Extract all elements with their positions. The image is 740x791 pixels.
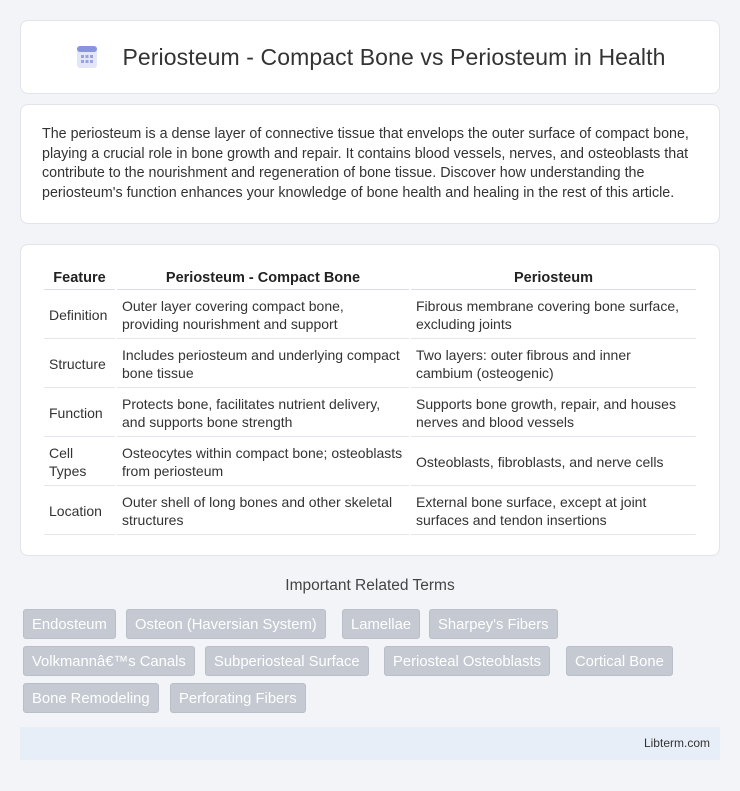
table-header-row: [44, 267, 696, 290]
comparison-card: [20, 244, 720, 556]
compact-bone-cell: Outer shell of long bones and other skeletal structures: [117, 488, 409, 535]
term-tag-perforating-fibers[interactable]: Perforating Fibers: [170, 683, 306, 713]
compact-bone-cell: Osteocytes within compact bone; osteoblasts from periosteum: [117, 439, 409, 486]
periosteum-cell: Osteoblasts, fibroblasts, and nerve cells: [411, 439, 696, 486]
table-row: [44, 341, 696, 388]
term-tag-volkmanns-canals[interactable]: Volkmannâ€™s Canals: [23, 646, 195, 676]
term-tag-periosteal-osteoblasts[interactable]: Periosteal Osteoblasts: [384, 646, 550, 676]
feature-cell: Definition: [44, 292, 115, 339]
table-row: [44, 488, 696, 535]
header-feature: Feature: [44, 267, 115, 290]
feature-cell: Function: [44, 390, 115, 437]
header-periosteum-compact-bone: Periosteum - Compact Bone: [117, 267, 409, 290]
term-tag-subperiosteal-surface[interactable]: Subperiosteal Surface: [205, 646, 369, 676]
header-card: [20, 20, 720, 94]
document-grid-icon: [74, 44, 100, 70]
feature-cell: Structure: [44, 341, 115, 388]
header-periosteum: Periosteum: [411, 267, 696, 290]
intro-card: [20, 104, 720, 224]
table-row: [44, 292, 696, 339]
footer-site-link[interactable]: Libterm.com: [643, 736, 710, 750]
term-tag-bone-remodeling[interactable]: Bone Remodeling: [23, 683, 159, 713]
term-tag-sharpeys-fibers[interactable]: Sharpey's Fibers: [429, 609, 558, 639]
footer: [20, 727, 720, 760]
table-row: [44, 390, 696, 437]
feature-cell: Cell Types: [44, 439, 115, 486]
table-row: [44, 439, 696, 486]
compact-bone-cell: Includes periosteum and underlying compact bone tissue: [117, 341, 409, 388]
periosteum-cell: Two layers: outer fibrous and inner cambium (osteogenic): [411, 341, 696, 388]
page-title: Periosteum - Compact Bone vs Periosteum in Health: [122, 43, 666, 70]
term-tag-cortical-bone[interactable]: Cortical Bone: [566, 646, 673, 676]
periosteum-cell: Supports bone growth, repair, and houses nerves and blood vessels: [411, 390, 696, 437]
compact-bone-cell: Outer layer covering compact bone, providing nourishment and support: [117, 292, 409, 339]
related-terms-title: Important Related Terms: [285, 577, 455, 594]
periosteum-cell: External bone surface, except at joint surfaces and tendon insertions: [411, 488, 696, 535]
compact-bone-cell: Protects bone, facilitates nutrient delivery, and supports bone strength: [117, 390, 409, 437]
term-tag-osteon[interactable]: Osteon (Haversian System): [126, 609, 326, 639]
comparison-table: [42, 265, 698, 537]
feature-cell: Location: [44, 488, 115, 535]
periosteum-cell: Fibrous membrane covering bone surface, excluding joints: [411, 292, 696, 339]
intro-text: The periosteum is a dense layer of connective tissue that envelops the outer surface of compact bone, playing a crucial role in bone growth and repair. It contains blood vessels, nerves, and osteoblasts that contribute to the nourishment and regeneration of bone tissue. Discover how understanding the periosteum's function enhances your knowledge of bone health and healing in the rest of this article.: [42, 126, 689, 201]
term-tag-endosteum[interactable]: Endosteum: [23, 609, 116, 639]
term-tag-lamellae[interactable]: Lamellae: [342, 609, 420, 639]
